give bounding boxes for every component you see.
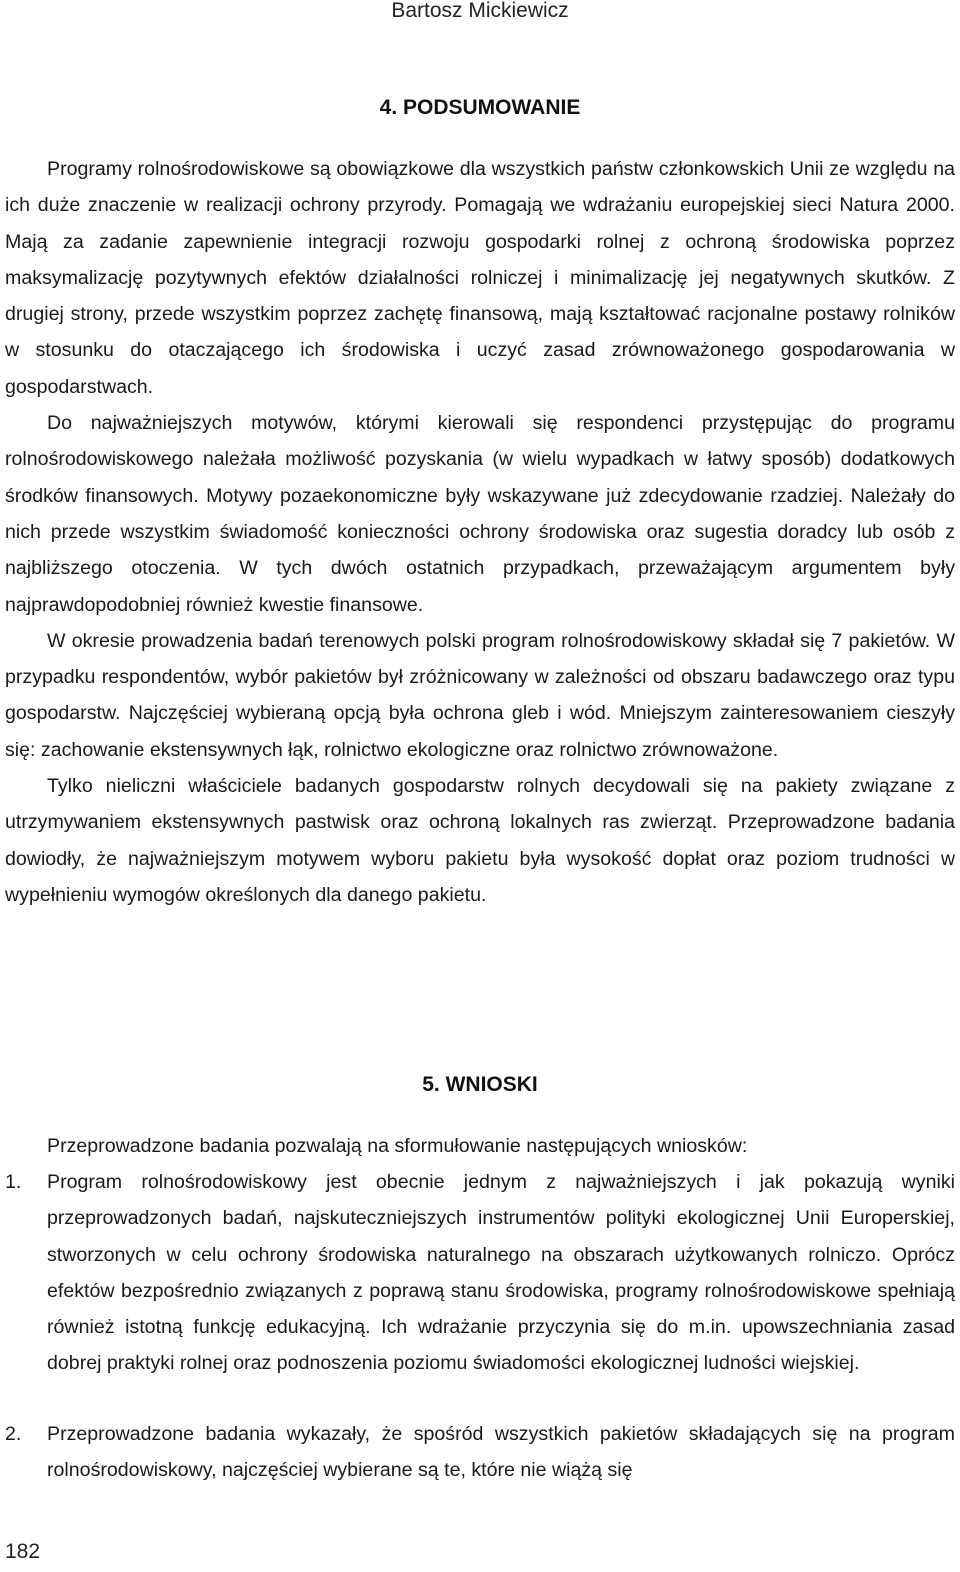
conclusion-list-item xyxy=(5,1164,955,1382)
summary-paragraph: Do najważniejszych motywów, którymi kierowali się respondenci przystępując do programu rolnośrodowiskowego należała możliwość pozyskania (w wielu wypadkach w łatwy sposób) dodatkowych środków finansowych. Motywy pozaekonomiczne były wskazywane już zdecydowanie rzadziej. Należały do nich przede wszystkim świadomość konieczności ochrony środowiska oraz sugestia doradcy lub osób z najbliższego otoczenia. W tych dwóch ostatnich przypadkach, przeważającym argumentem były najprawdopodobniej również kwestie finansowe. xyxy=(5,412,955,616)
summary-paragraph: W okresie prowadzenia badań terenowych polski program rolnośrodowiskowy składał się 7 pakietów. W przypadku respondentów, wybór pakietów był zróżnicowany w zależności od obszaru badawczego oraz typu gospodarstw. Najczęściej wybieraną opcją była ochrona gleb i wód. Mniejszym zainteresowaniem cieszyły się: zachowanie ekstensywnych łąk, rolnictwo ekologiczne oraz rolnictwo zrównoważone. xyxy=(5,629,955,761)
section-heading-conclusions: 5. WNIOSKI xyxy=(422,1073,538,1096)
list-item-number: 1. xyxy=(5,1171,22,1193)
summary-section-body xyxy=(5,151,955,913)
list-item-text: Przeprowadzone badania wykazały, że spośród wszystkich pakietów składających się na program rolnośrodowiskowy, najczęściej wybierane są te, które nie wiążą się xyxy=(47,1423,955,1482)
conclusions-intro: Przeprowadzone badania pozwalają na sformułowanie następujących wniosków: xyxy=(47,1135,748,1157)
conclusions-intro-block xyxy=(5,1128,955,1164)
summary-paragraph: Tylko nieliczni właściciele badanych gospodarstw rolnych decydowali się na pakiety związane z utrzymywaniem ekstensywnych pastwisk oraz ochroną lokalnych ras zwierząt. Przeprowadzone badania dowiodły, że najważniejszym motywem wyboru pakietu była wysokość dopłat oraz poziom trudności w wypełnieniu wymogów określonych dla danego pakietu. xyxy=(5,775,955,906)
list-item-number: 2. xyxy=(5,1423,22,1445)
running-header-author: Bartosz Mickiewicz xyxy=(391,0,569,22)
list-item-text: Program rolnośrodowiskowy jest obecnie jednym z najważniejszych i jak pokazują wyniki przeprowadzonych badań, najskuteczniejszych instrumentów polityki ekologicznej Unii Europerskiej, stworzonych w celu ochrony środowiska naturalnego na obszarach użytkowanych rolniczo. Oprócz efektów bezpośrednio związanych z poprawą stanu środowiska, programy rolnośrodowiskowe spełniają również istotną funkcję edukacyjną. Ich wdrażanie przyczynia się do m.in. upowszechniania zasad dobrej praktyki rolnej oraz podnoszenia poziomu świadomości ekologicznej ludności wiejskiej. xyxy=(47,1171,955,1375)
conclusion-list-item xyxy=(5,1416,955,1489)
section-heading-summary: 4. PODSUMOWANIE xyxy=(379,96,581,119)
page-number: 182 xyxy=(5,1540,41,1563)
summary-paragraph: Programy rolnośrodowiskowe są obowiązkowe dla wszystkich państw członkowskich Unii ze względu na ich duże znaczenie w realizacji ochrony przyrody. Pomagają we wdrażaniu europejskiej sieci Natura 2000. Mają za zadanie zapewnienie integracji rozwoju gospodarki rolnej z ochroną środowiska poprzez maksymalizację pozytywnych efektów działalności rolniczej i minimalizację jej negatywnych skutków. Z drugiej strony, przede wszystkim poprzez zachętę finansową, mają kształtować racjonalne postawy rolników w stosunku do otaczającego ich środowiska i uczyć zasad zrównoważonego gospodarowania w gospodarstwach. xyxy=(5,158,955,398)
